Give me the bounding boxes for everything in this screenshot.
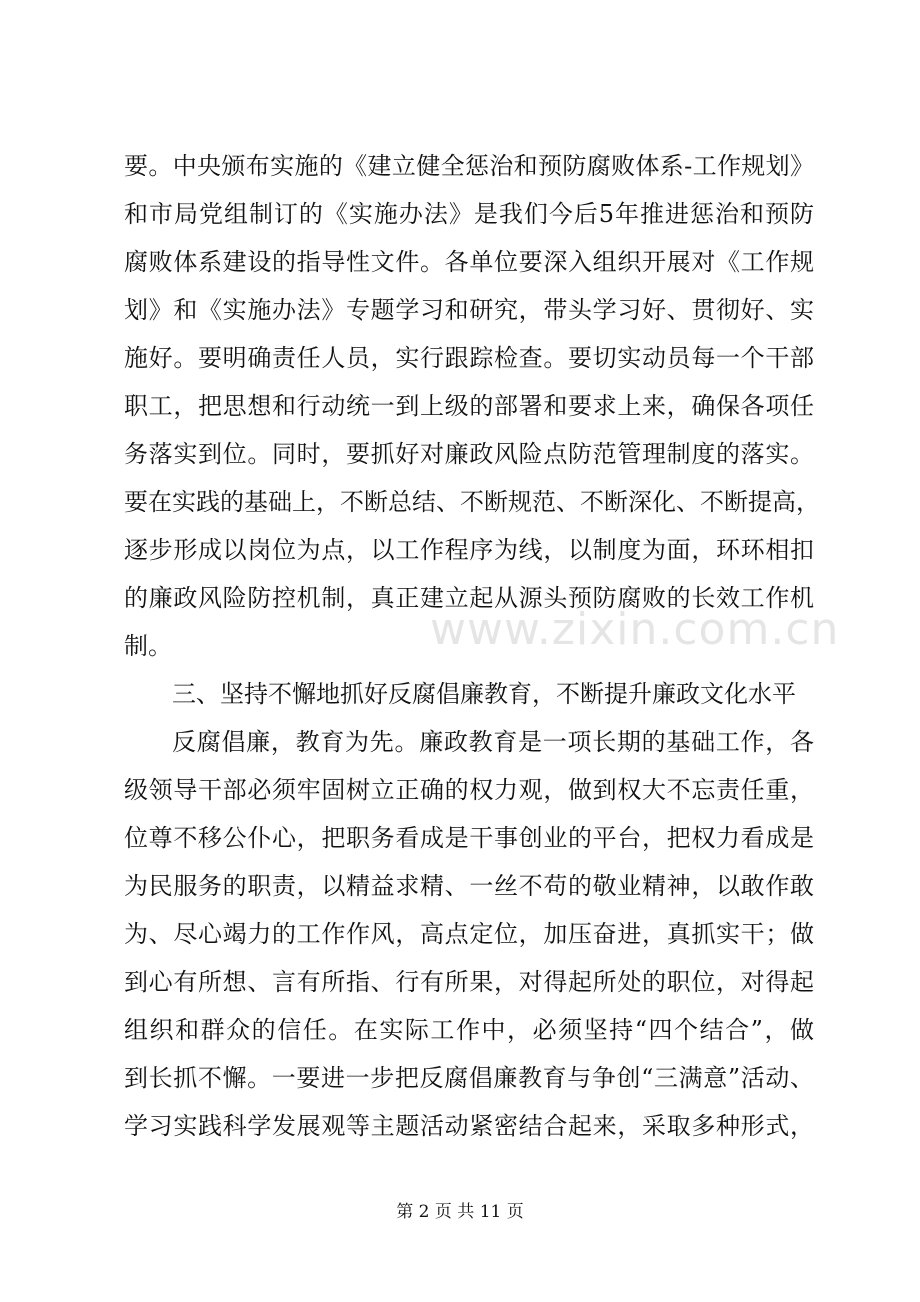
text-line: 制。 (124, 632, 172, 660)
text-line: 腐败体系建设的指导性文件。各单位要深入组织开展对《工作规 (124, 248, 814, 276)
text-line: 要在实践的基础上，不断总结、不断规范、不断深化、不断提高， (124, 488, 820, 516)
text-line: 学习实践科学发展观等主题活动紧密结合起来，采取多种形式， (124, 1112, 814, 1140)
text-line: 级领导干部必须牢固树立正确的权力观，做到权大不忘责任重， (124, 776, 814, 804)
text-line: 要。中央颁布实施的《建立健全惩治和预防腐败体系-工作规划》 (124, 152, 814, 180)
section-heading: 三、坚持不懈地抓好反腐倡廉教育，不断提升廉政文化水平 (172, 680, 796, 708)
text-line: 为民服务的职责，以精益求精、一丝不苟的敬业精神，以敢作敢 (124, 872, 814, 900)
page-footer: 第 2 页 共 11 页 (396, 1202, 524, 1222)
text-line: 位尊不移公仆心，把职务看成是干事创业的平台，把权力看成是 (124, 824, 814, 852)
text-line: 的廉政风险防控机制，真正建立起从源头预防腐败的长效工作机 (124, 584, 814, 612)
text-line: 反腐倡廉，教育为先。廉政教育是一项长期的基础工作，各 (172, 728, 814, 756)
text-line: 到心有所想、言有所指、行有所果，对得起所处的职位，对得起 (124, 968, 814, 996)
text-line: 务落实到位。同时，要抓好对廉政风险点防范管理制度的落实。 (124, 440, 814, 468)
text-line: 和市局党组制订的《实施办法》是我们今后5年推进惩治和预防 (124, 200, 814, 228)
text-line: 到长抓不懈。一要进一步把反腐倡廉教育与争创“三满意”活动、 (124, 1064, 814, 1092)
text-line: 施好。要明确责任人员，实行跟踪检查。要切实动员每一个干部 (124, 344, 814, 372)
text-line: 逐步形成以岗位为点，以工作程序为线，以制度为面，环环相扣 (124, 536, 814, 564)
text-line: 组织和群众的信任。在实际工作中，必须坚持“四个结合”，做 (124, 1016, 814, 1044)
text-line: 为、尽心竭力的工作作风，高点定位，加压奋进，真抓实干；做 (124, 920, 814, 948)
text-line: 职工，把思想和行动统一到上级的部署和要求上来，确保各项任 (124, 392, 814, 420)
watermark: www.zixin.com.cn (430, 604, 840, 655)
text-line: 划》和《实施办法》专题学习和研究，带头学习好、贯彻好、实 (124, 296, 814, 324)
body-text (124, 142, 840, 1150)
